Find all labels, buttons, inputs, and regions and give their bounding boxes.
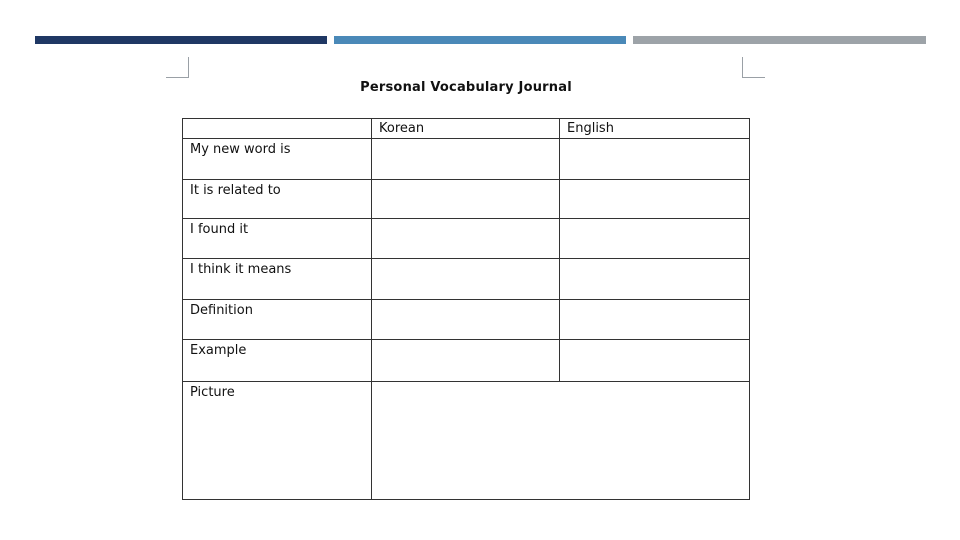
accent-bar-dark-blue bbox=[35, 36, 327, 44]
header-cell-empty bbox=[183, 119, 372, 139]
header-cell-korean: Korean bbox=[372, 119, 560, 139]
table-row bbox=[183, 300, 750, 340]
english-entry-cell[interactable] bbox=[560, 259, 750, 300]
korean-entry-cell[interactable] bbox=[372, 259, 560, 300]
table-row bbox=[183, 139, 750, 180]
accent-bar-gray bbox=[633, 36, 926, 44]
page-title: Personal Vocabulary Journal bbox=[360, 80, 572, 95]
table-row bbox=[183, 180, 750, 219]
korean-entry-cell[interactable] bbox=[372, 340, 560, 382]
table-row bbox=[183, 219, 750, 259]
korean-entry-cell[interactable] bbox=[372, 139, 560, 180]
table-row bbox=[183, 340, 750, 382]
row-label: My new word is bbox=[183, 139, 372, 180]
korean-entry-cell[interactable] bbox=[372, 180, 560, 219]
table-header-row bbox=[183, 119, 750, 139]
row-label: Definition bbox=[183, 300, 372, 340]
korean-entry-cell[interactable] bbox=[372, 219, 560, 259]
row-label: I think it means bbox=[183, 259, 372, 300]
row-label: It is related to bbox=[183, 180, 372, 219]
row-label: Example bbox=[183, 340, 372, 382]
crop-mark-right bbox=[742, 57, 765, 78]
row-label: Picture bbox=[183, 382, 372, 500]
row-label: I found it bbox=[183, 219, 372, 259]
table-row bbox=[183, 259, 750, 300]
korean-entry-cell[interactable] bbox=[372, 300, 560, 340]
picture-entry-cell[interactable] bbox=[372, 382, 750, 500]
english-entry-cell[interactable] bbox=[560, 180, 750, 219]
english-entry-cell[interactable] bbox=[560, 139, 750, 180]
accent-bar-blue bbox=[334, 36, 626, 44]
vocabulary-journal-table bbox=[182, 118, 750, 500]
table-row bbox=[183, 382, 750, 500]
crop-mark-left bbox=[166, 57, 189, 78]
english-entry-cell[interactable] bbox=[560, 219, 750, 259]
english-entry-cell[interactable] bbox=[560, 340, 750, 382]
english-entry-cell[interactable] bbox=[560, 300, 750, 340]
header-cell-english: English bbox=[560, 119, 750, 139]
